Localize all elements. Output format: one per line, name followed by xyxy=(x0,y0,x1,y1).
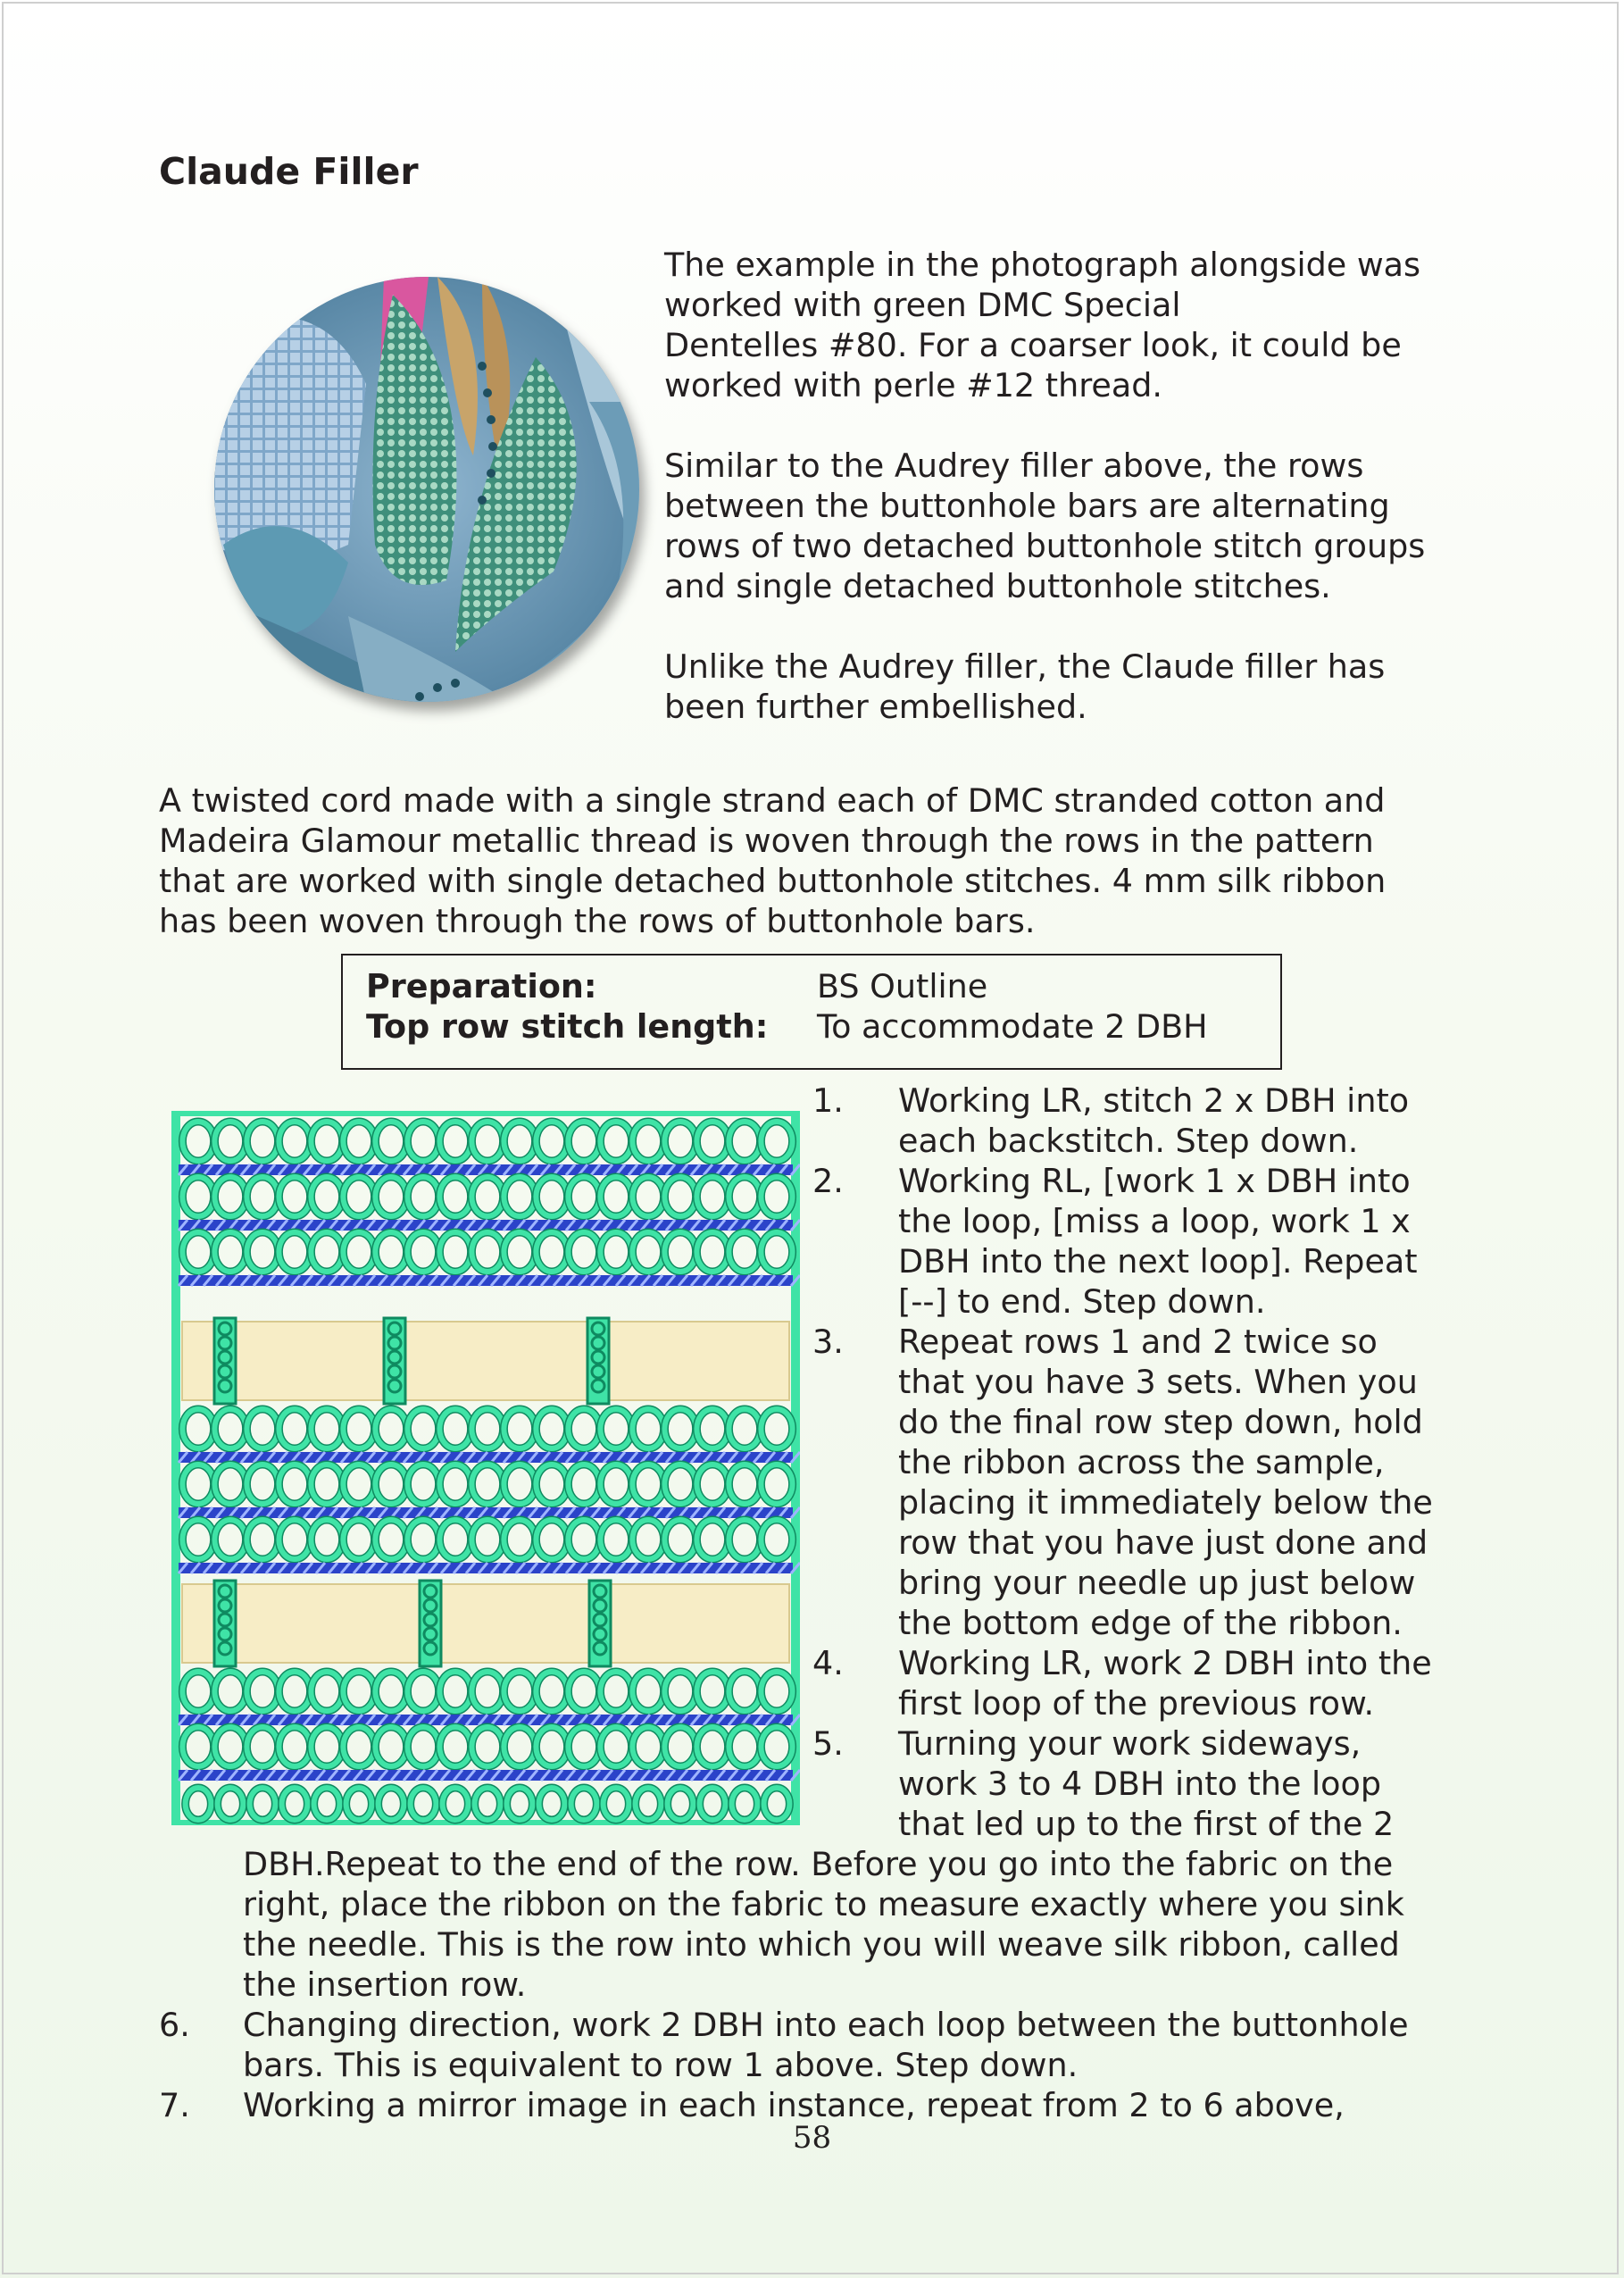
buttonhole-loop xyxy=(761,1177,792,1216)
buttonhole-loop xyxy=(214,1672,246,1711)
buttonhole-loop xyxy=(761,1409,792,1448)
text-line: been further embellished. xyxy=(664,688,1087,726)
step-text-line: Repeat rows 1 and 2 twice so xyxy=(898,1323,1378,1361)
embroidery-photo xyxy=(214,277,639,702)
step-text-line: Turning your work sideways, xyxy=(898,1724,1362,1763)
buttonhole-loop xyxy=(182,1520,213,1559)
buttonhole-loop xyxy=(664,1520,695,1559)
buttonhole-loop xyxy=(311,1232,342,1272)
preparation-row xyxy=(366,966,987,1006)
buttonhole-loop xyxy=(214,1177,246,1216)
buttonhole-loop xyxy=(504,1177,535,1216)
buttonhole-loop xyxy=(761,1727,792,1766)
buttonhole-loop xyxy=(536,1464,567,1504)
buttonhole-loop xyxy=(536,1177,567,1216)
buttonhole-loop xyxy=(729,1177,760,1216)
buttonhole-loop xyxy=(664,1177,695,1216)
buttonhole-loop xyxy=(471,1409,503,1448)
buttonhole-loop xyxy=(729,1727,760,1766)
buttonhole-loop xyxy=(536,1232,567,1272)
buttonhole-loop xyxy=(246,1672,278,1711)
buttonhole-loop xyxy=(471,1232,503,1272)
buttonhole-loop xyxy=(471,1672,503,1711)
step-text-line: Working LR, stitch 2 x DBH into xyxy=(898,1081,1410,1120)
buttonhole-loop xyxy=(761,1464,792,1504)
buttonhole-loop xyxy=(214,1727,246,1766)
buttonhole-loop xyxy=(407,1409,438,1448)
step-text-line: bring your needle up just below xyxy=(898,1564,1416,1602)
buttonhole-loop xyxy=(246,1727,278,1766)
buttonhole-loop xyxy=(279,1177,310,1216)
buttonhole-loop xyxy=(407,1672,438,1711)
buttonhole-loop xyxy=(182,1464,213,1504)
buttonhole-loop xyxy=(471,1464,503,1504)
text-line: Madeira Glamour metallic thread is woven through the rows in the pattern xyxy=(159,822,1374,860)
text-line: Unlike the Audrey filler, the Claude filler has xyxy=(664,647,1386,686)
text-line: and single detached buttonhole stitches. xyxy=(664,567,1331,605)
text-line: that are worked with single detached buttonhole stitches. 4 mm silk ribbon xyxy=(159,862,1387,900)
buttonhole-loop xyxy=(600,1122,631,1161)
buttonhole-loop xyxy=(632,1727,663,1766)
buttonhole-loop xyxy=(246,1409,278,1448)
buttonhole-loop xyxy=(343,1727,374,1766)
buttonhole-loop xyxy=(439,1672,471,1711)
buttonhole-loop xyxy=(471,1122,503,1161)
buttonhole-loop xyxy=(568,1464,599,1504)
buttonhole-loop xyxy=(696,1672,728,1711)
preparation-value: BS Outline xyxy=(817,967,988,1005)
step-text-line: work 3 to 4 DBH into the loop xyxy=(898,1765,1382,1803)
buttonhole-loop xyxy=(214,1520,246,1559)
text-line: Dentelles #80. For a coarser look, it could be xyxy=(664,326,1402,364)
text-line: Similar to the Audrey filler above, the rows xyxy=(664,446,1364,485)
buttonhole-loop xyxy=(279,1520,310,1559)
top-row-stitch-length-row xyxy=(366,1006,1208,1047)
buttonhole-loop xyxy=(568,1177,599,1216)
buttonhole-loop xyxy=(600,1464,631,1504)
step-text-line: that you have 3 sets. When you xyxy=(898,1363,1418,1401)
buttonhole-loop xyxy=(729,1122,760,1161)
buttonhole-loop xyxy=(343,1232,374,1272)
buttonhole-loop xyxy=(729,1672,760,1711)
buttonhole-loop xyxy=(279,1122,310,1161)
page-number: 58 xyxy=(792,2120,832,2156)
step-text-line: the insertion row. xyxy=(243,1965,527,2004)
buttonhole-loop xyxy=(214,1409,246,1448)
buttonhole-loop xyxy=(407,1727,438,1766)
step-text-line: bars. This is equivalent to row 1 above. Step down. xyxy=(243,2046,1079,2084)
buttonhole-loop xyxy=(664,1122,695,1161)
buttonhole-loop xyxy=(343,1520,374,1559)
buttonhole-loop xyxy=(536,1520,567,1559)
step-text-line: first loop of the previous row. xyxy=(898,1684,1375,1723)
step-text-line: row that you have just done and xyxy=(898,1523,1428,1562)
buttonhole-loop xyxy=(311,1464,342,1504)
buttonhole-loop xyxy=(504,1232,535,1272)
stitch-diagram-svg xyxy=(171,1111,800,1825)
buttonhole-loop xyxy=(311,1672,342,1711)
buttonhole-loop xyxy=(439,1727,471,1766)
text-line: has been woven through the rows of buttonhole bars. xyxy=(159,902,1036,940)
buttonhole-loop xyxy=(375,1232,406,1272)
buttonhole-loop xyxy=(536,1672,567,1711)
buttonhole-loop xyxy=(311,1727,342,1766)
step-text-line: Working RL, [work 1 x DBH into xyxy=(898,1162,1411,1200)
step-number: 4. xyxy=(812,1644,844,1682)
buttonhole-loop xyxy=(375,1177,406,1216)
buttonhole-loop xyxy=(182,1122,213,1161)
silk-ribbon xyxy=(182,1322,789,1400)
step-text-line: do the final row step down, hold xyxy=(898,1403,1423,1441)
step-text-line: Changing direction, work 2 DBH into each loop between the buttonhole xyxy=(243,2006,1409,2044)
buttonhole-loop xyxy=(761,1232,792,1272)
top-row-stitch-length-label: Top row stitch length: xyxy=(366,1007,769,1046)
buttonhole-loop xyxy=(536,1727,567,1766)
buttonhole-loop xyxy=(214,1232,246,1272)
step-text-line: DBH.Repeat to the end of the row. Before you go into the fabric on the xyxy=(243,1845,1394,1883)
buttonhole-loop xyxy=(568,1232,599,1272)
buttonhole-loop xyxy=(729,1232,760,1272)
preparation-box xyxy=(341,954,1282,1070)
buttonhole-loop xyxy=(568,1672,599,1711)
buttonhole-loop xyxy=(696,1177,728,1216)
buttonhole-loop xyxy=(729,1409,760,1448)
buttonhole-loop xyxy=(439,1177,471,1216)
intro-paragraph-2 xyxy=(664,446,1425,606)
buttonhole-loop xyxy=(568,1727,599,1766)
silk-ribbon xyxy=(182,1584,789,1663)
buttonhole-loop xyxy=(343,1464,374,1504)
step-text-line: Working a mirror image in each instance, repeat from 2 to 6 above, xyxy=(243,2086,1345,2124)
step-text-line: DBH into the next loop]. Repeat xyxy=(898,1242,1418,1281)
buttonhole-loop xyxy=(696,1232,728,1272)
buttonhole-loop xyxy=(439,1122,471,1161)
text-line: A twisted cord made with a single strand each of DMC stranded cotton and xyxy=(159,781,1386,820)
buttonhole-loop xyxy=(407,1122,438,1161)
buttonhole-loop xyxy=(343,1122,374,1161)
buttonhole-loop xyxy=(375,1727,406,1766)
page-title: Claude Filler xyxy=(159,150,419,193)
step-text-line: Working LR, work 2 DBH into the xyxy=(898,1644,1432,1682)
step-number: 6. xyxy=(159,2006,190,2044)
buttonhole-loop xyxy=(632,1520,663,1559)
buttonhole-loop xyxy=(343,1177,374,1216)
step-text-line: each backstitch. Step down. xyxy=(898,1122,1359,1160)
buttonhole-loop xyxy=(664,1464,695,1504)
buttonhole-loop xyxy=(311,1122,342,1161)
buttonhole-loop xyxy=(568,1409,599,1448)
step-text-line: that led up to the first of the 2 xyxy=(898,1805,1395,1843)
buttonhole-loop xyxy=(600,1232,631,1272)
buttonhole-loop xyxy=(182,1672,213,1711)
buttonhole-loop xyxy=(471,1520,503,1559)
buttonhole-loop xyxy=(471,1177,503,1216)
buttonhole-loop xyxy=(664,1672,695,1711)
buttonhole-loop xyxy=(696,1409,728,1448)
step-number: 2. xyxy=(812,1162,844,1200)
step-text-line: the bottom edge of the ribbon. xyxy=(898,1604,1403,1642)
buttonhole-loop xyxy=(664,1409,695,1448)
buttonhole-loop xyxy=(279,1727,310,1766)
buttonhole-loop xyxy=(279,1464,310,1504)
buttonhole-loop xyxy=(696,1520,728,1559)
buttonhole-loop xyxy=(664,1727,695,1766)
buttonhole-loop xyxy=(311,1520,342,1559)
buttonhole-loop xyxy=(246,1122,278,1161)
top-row-stitch-length-value: To accommodate 2 DBH xyxy=(817,1007,1208,1046)
buttonhole-loop xyxy=(632,1177,663,1216)
buttonhole-loop xyxy=(182,1409,213,1448)
buttonhole-loop xyxy=(182,1177,213,1216)
buttonhole-loop xyxy=(761,1122,792,1161)
buttonhole-loop xyxy=(407,1520,438,1559)
buttonhole-loop xyxy=(375,1672,406,1711)
step-text-line: the ribbon across the sample, xyxy=(898,1443,1385,1481)
step-text-line: [--] to end. Step down. xyxy=(898,1282,1266,1321)
buttonhole-loop xyxy=(311,1409,342,1448)
buttonhole-loop xyxy=(632,1409,663,1448)
buttonhole-loop xyxy=(504,1672,535,1711)
buttonhole-loop xyxy=(246,1520,278,1559)
buttonhole-loop xyxy=(504,1122,535,1161)
stitch-diagram xyxy=(171,1111,800,1825)
step-text-line: the loop, [miss a loop, work 1 x xyxy=(898,1202,1411,1240)
buttonhole-loop xyxy=(407,1232,438,1272)
buttonhole-loop xyxy=(439,1409,471,1448)
buttonhole-loop xyxy=(439,1520,471,1559)
buttonhole-loop xyxy=(279,1409,310,1448)
buttonhole-loop xyxy=(375,1520,406,1559)
buttonhole-loop xyxy=(664,1232,695,1272)
buttonhole-loop xyxy=(600,1727,631,1766)
buttonhole-loop xyxy=(761,1520,792,1559)
step-number: 7. xyxy=(159,2086,190,2124)
buttonhole-loop xyxy=(729,1464,760,1504)
buttonhole-loop xyxy=(632,1464,663,1504)
text-line: worked with perle #12 thread. xyxy=(664,366,1162,405)
buttonhole-loop xyxy=(343,1672,374,1711)
buttonhole-loop xyxy=(600,1177,631,1216)
buttonhole-loop xyxy=(375,1409,406,1448)
step-text-line: placing it immediately below the xyxy=(898,1483,1433,1522)
buttonhole-loop xyxy=(568,1122,599,1161)
buttonhole-loop xyxy=(632,1122,663,1161)
buttonhole-loop xyxy=(696,1727,728,1766)
intro-paragraph-1 xyxy=(664,245,1420,405)
buttonhole-loop xyxy=(504,1409,535,1448)
text-line: rows of two detached buttonhole stitch groups xyxy=(664,527,1426,565)
buttonhole-loop xyxy=(439,1464,471,1504)
buttonhole-loop xyxy=(279,1232,310,1272)
buttonhole-loop xyxy=(504,1727,535,1766)
buttonhole-loop xyxy=(536,1122,567,1161)
buttonhole-loop xyxy=(246,1464,278,1504)
buttonhole-loop xyxy=(407,1464,438,1504)
step-number: 1. xyxy=(812,1081,844,1120)
step-text-line: the needle. This is the row into which you will weave silk ribbon, called xyxy=(243,1925,1400,1964)
text-line: between the buttonhole bars are alternating xyxy=(664,487,1390,525)
intro-paragraph-3 xyxy=(664,647,1385,727)
buttonhole-loop xyxy=(471,1727,503,1766)
buttonhole-loop xyxy=(600,1672,631,1711)
buttonhole-loop xyxy=(696,1464,728,1504)
buttonhole-loop xyxy=(375,1464,406,1504)
body-paragraph xyxy=(159,780,1386,941)
buttonhole-loop xyxy=(214,1122,246,1161)
buttonhole-loop xyxy=(375,1122,406,1161)
buttonhole-loop xyxy=(182,1727,213,1766)
text-line: worked with green DMC Special xyxy=(664,286,1181,324)
step-number: 3. xyxy=(812,1323,844,1361)
buttonhole-loop xyxy=(600,1409,631,1448)
buttonhole-loop xyxy=(536,1409,567,1448)
buttonhole-loop xyxy=(182,1232,213,1272)
buttonhole-loop xyxy=(246,1232,278,1272)
buttonhole-loop xyxy=(632,1232,663,1272)
preparation-label: Preparation: xyxy=(366,967,597,1005)
buttonhole-loop xyxy=(311,1177,342,1216)
step-text-line: right, place the ribbon on the fabric to measure exactly where you sink xyxy=(243,1885,1404,1923)
buttonhole-loop xyxy=(696,1122,728,1161)
buttonhole-loop xyxy=(279,1672,310,1711)
buttonhole-loop xyxy=(343,1409,374,1448)
buttonhole-loop xyxy=(600,1520,631,1559)
text-line: The example in the photograph alongside was xyxy=(664,246,1421,284)
buttonhole-loop xyxy=(729,1520,760,1559)
buttonhole-loop xyxy=(568,1520,599,1559)
buttonhole-loop xyxy=(407,1177,438,1216)
buttonhole-loop xyxy=(761,1672,792,1711)
buttonhole-loop xyxy=(632,1672,663,1711)
buttonhole-loop xyxy=(504,1464,535,1504)
buttonhole-loop xyxy=(439,1232,471,1272)
buttonhole-loop xyxy=(504,1520,535,1559)
step-number: 5. xyxy=(812,1724,844,1763)
buttonhole-loop xyxy=(214,1464,246,1504)
buttonhole-loop xyxy=(246,1177,278,1216)
